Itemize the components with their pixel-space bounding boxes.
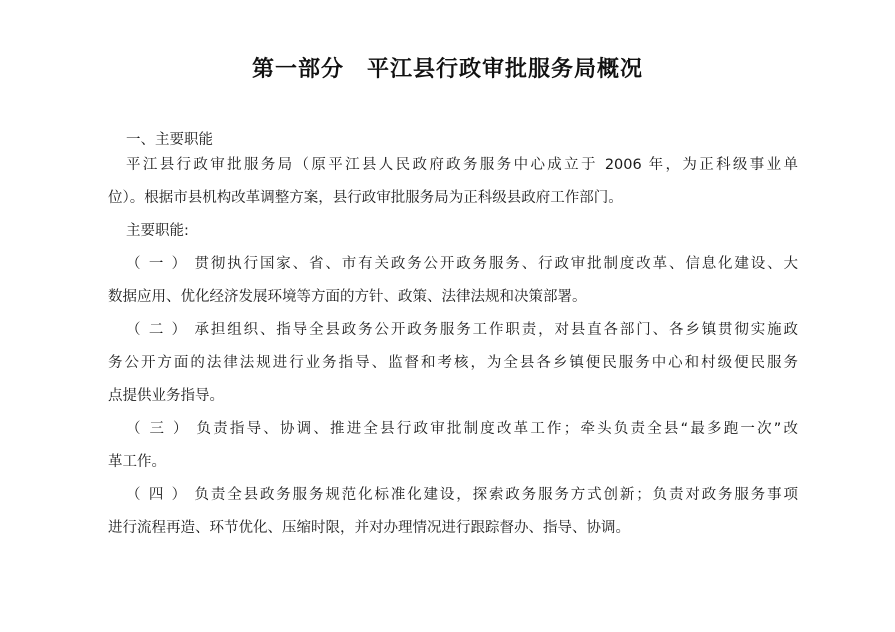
duty-3-line: 革工作。: [108, 454, 166, 470]
duty-2-line: 务公开方面的法律法规进行业务指导、监督和考核，为全县各乡镇便民服务中心和村级便民服务: [108, 355, 798, 371]
duty-3-line: （ 三 ） 负责指导、协调、推进全县行政审批制度改革工作；牵头负责全县“最多跑一次”改: [126, 421, 798, 437]
duty-1-line: （ 一 ） 贯彻执行国家、省、市有关政务公开政务服务、行政审批制度改革、信息化建设、大: [126, 256, 798, 272]
duty-4-line: （ 四 ） 负责全县政务服务规范化标准化建设，探索政务服务方式创新；负责对政务服务事项: [126, 487, 798, 503]
section-heading: 一、主要职能: [126, 132, 213, 148]
duty-4-line: 进行流程再造、环节优化、压缩时限，并对办理情况进行跟踪督办、指导、协调。: [108, 520, 630, 536]
page-title: 第一部分 平江县行政审批服务局概况: [251, 57, 643, 82]
duty-2-line: （ 二 ） 承担组织、指导全县政务公开政务服务工作职责，对县直各部门、各乡镇贯彻实施政: [126, 322, 798, 338]
intro-paragraph-line: 平江县行政审批服务局（原平江县人民政府政务服务中心成立于 2006 年，为正科级事业单: [126, 157, 798, 173]
duty-2-line: 点提供业务指导。: [108, 388, 224, 404]
duty-1-line: 数据应用、优化经济发展环境等方面的方针、政策、法律法规和决策部署。: [108, 289, 587, 305]
duties-label: 主要职能:: [126, 223, 189, 239]
intro-paragraph-line: 位）。根据市县机构改革调整方案，县行政审批服务局为正科级县政府工作部门。: [108, 190, 623, 206]
